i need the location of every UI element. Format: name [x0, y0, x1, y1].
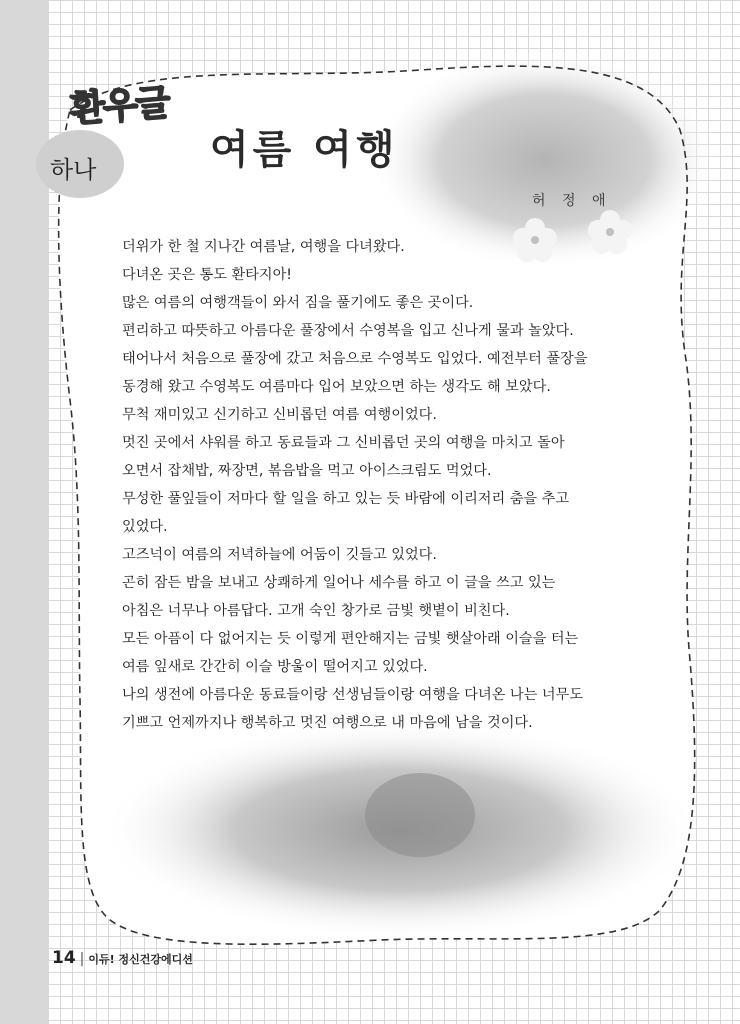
- body-line: 기쁘고 언제까지나 행복하고 멋진 여행으로 내 마음에 남을 것이다.: [122, 715, 533, 731]
- seashell-shape: [365, 773, 475, 857]
- body-line: 아침은 너무나 아름답다. 고개 숙인 창가로 금빛 햇볕이 비친다.: [122, 603, 510, 619]
- brand-logo: 환우글: [68, 82, 170, 131]
- body-line: 무척 재미있고 신기하고 신비롭던 여름 여행이었다.: [122, 407, 437, 423]
- page-footer: [52, 948, 193, 968]
- body-line: 많은 여름의 여행객들이 와서 짐을 풀기에도 좋은 곳이다.: [122, 295, 474, 311]
- body-line: 다녀온 곳은 통도 환타지아!: [122, 267, 292, 283]
- body-line: 무성한 풀잎들이 저마다 할 일을 하고 있는 듯 바람에 이리저리 춤을 추고: [122, 491, 570, 507]
- body-line: 멋진 곳에서 샤워를 하고 동료들과 그 신비롭던 곳의 여행을 마치고 돌아: [122, 435, 565, 451]
- article-body: [122, 233, 662, 737]
- body-line: 더위가 한 철 지나간 여름날, 여행을 다녀왔다.: [122, 239, 405, 255]
- author-name: 허 정 애: [532, 193, 612, 209]
- section-tab-label: 하나: [50, 156, 97, 184]
- body-line: 있었다.: [122, 519, 168, 535]
- body-line: 여름 잎새로 간간히 이슬 방울이 떨어지고 있었다.: [122, 659, 428, 675]
- body-line: 동경해 왔고 수영복도 여름마다 입어 보았으면 하는 생각도 해 보았다.: [122, 379, 551, 395]
- page-title: 여름 여행: [210, 127, 399, 173]
- body-line: 고즈넉이 여름의 저녁하늘에 어둠이 깃들고 있었다.: [122, 547, 437, 563]
- body-line: 나의 생전에 아름다운 동료들이랑 선생님들이랑 여행을 다녀온 나는 너무도: [122, 687, 583, 703]
- book-title: 이듀! 정신건강에디션: [88, 953, 193, 966]
- body-line: 태어나서 처음으로 풀장에 갔고 처음으로 수영복도 입었다. 예전부터 풀장을: [122, 351, 588, 367]
- footer-separator: |: [79, 951, 85, 967]
- body-line: 편리하고 따뜻하고 아름다운 풀장에서 수영복을 입고 신나게 물과 놀았다.: [122, 323, 574, 339]
- body-line: 곤히 잠든 밤을 보내고 상쾌하게 일어나 세수를 하고 이 글을 쓰고 있는: [122, 575, 556, 591]
- body-line: 오면서 잡채밥, 짜장면, 볶음밥을 먹고 아이스크림도 먹었다.: [122, 463, 492, 479]
- page-number: 14: [52, 948, 76, 968]
- body-line: 모든 아픔이 다 없어지는 듯 이렇게 편안해지는 금빛 햇살아래 이슬을 터는: [122, 631, 579, 647]
